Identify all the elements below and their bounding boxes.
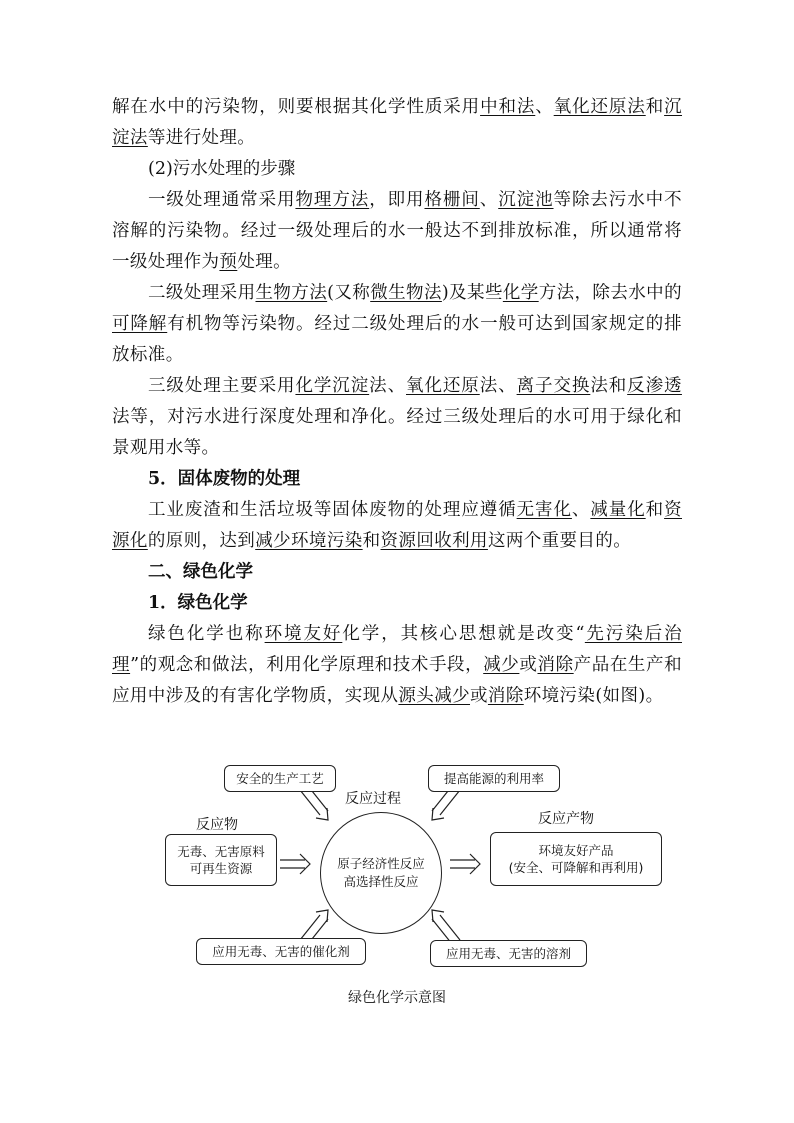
- reaction-line-1: 原子经济性反应: [337, 856, 425, 871]
- arrow-line: [440, 790, 460, 815]
- underlined-term: 中和法: [480, 97, 536, 117]
- text-run: 处理。: [237, 252, 292, 272]
- arrow-head: [470, 854, 480, 874]
- text-run: )及某些: [441, 283, 503, 303]
- text-run: 法、: [369, 376, 407, 396]
- arrow-head: [432, 808, 444, 820]
- paragraph-1: [112, 92, 682, 154]
- arrow-head: [300, 854, 310, 874]
- underlined-term: 减少环境污染: [255, 531, 363, 551]
- underlined-term: 资源化: [112, 500, 682, 551]
- heading-green-chemistry-section: 二、绿色化学: [148, 562, 253, 582]
- arrow-line: [300, 790, 320, 815]
- underlined-term: 消除: [487, 686, 524, 706]
- underlined-term: 格栅间: [424, 190, 480, 210]
- underlined-term: 沉淀法: [112, 97, 683, 148]
- underlined-term: 源头减少: [398, 686, 471, 706]
- box-products: [490, 832, 662, 886]
- box-reactants: [165, 834, 277, 886]
- underlined-term: 生物方法: [255, 283, 328, 303]
- green-chemistry-diagram: [160, 760, 670, 975]
- underlined-term: 减量化: [590, 500, 646, 520]
- text-run: 等进行处理。: [147, 128, 256, 148]
- text-run: 产品在生产和应用中涉及的有害化学物质，实现从: [112, 655, 682, 706]
- underlined-term: 资源回收利用: [380, 531, 488, 551]
- reaction-line-2: 高选择性反应: [343, 874, 419, 889]
- label-reaction-process: 反应过程: [345, 791, 401, 807]
- underlined-term: 无害化: [516, 500, 572, 520]
- text-run: 工业废渣和生活垃圾等固体废物的处理应遵循: [148, 500, 517, 520]
- underlined-term: 预: [219, 252, 238, 272]
- arrow-head: [316, 910, 328, 922]
- text-run: (又称: [327, 283, 371, 303]
- text-run: 这两个重要目的。: [487, 531, 632, 551]
- underlined-term: 氧化还原: [406, 376, 480, 396]
- text-run: 和: [362, 531, 381, 551]
- text-run: 绿色化学也称: [148, 624, 265, 644]
- products-line-1: 环境友好产品: [538, 843, 614, 858]
- underlined-term: 减少: [483, 655, 520, 675]
- paragraph-primary-treatment: [112, 185, 682, 278]
- arrow-head: [432, 910, 444, 922]
- underlined-term: 反渗透: [627, 376, 682, 396]
- text-run: 解在水中的污染物，则要根据其化学性质采用: [112, 97, 481, 117]
- reactants-line-2: 可再生资源: [189, 861, 253, 876]
- underlined-term: 物理方法: [295, 190, 370, 210]
- reactants-line-1: 无毒、无害原料: [177, 844, 265, 859]
- text-run: 和: [645, 97, 665, 117]
- diagram-caption: 绿色化学示意图: [348, 990, 446, 1006]
- underlined-term: 可降解: [112, 314, 168, 334]
- text-run: 化学，其核心思想就是改变“: [342, 624, 585, 644]
- underlined-term: 化学: [502, 283, 539, 303]
- paragraph-tertiary-treatment: [112, 371, 682, 464]
- text-run: 和: [645, 500, 665, 520]
- text-run: 一级处理通常采用: [148, 190, 296, 210]
- underlined-term: 微生物法: [370, 283, 442, 303]
- text-run: 等除去污水中不溶解的污染物。经过一级处理后的水一般达不到排放标准，所以通常将一级处理作为: [112, 190, 682, 272]
- products-line-2: (安全、可降解和再利用): [508, 860, 644, 875]
- paragraph-green-chemistry: [112, 619, 682, 712]
- text-run: 二级处理采用: [148, 283, 256, 303]
- text-run: 的原则，达到: [147, 531, 256, 551]
- text-run: 环境污染(如图)。: [523, 686, 664, 706]
- arrow-line: [300, 915, 320, 940]
- text-run: 或: [519, 655, 538, 675]
- text-run: 、: [479, 190, 499, 210]
- underlined-term: 先污染后治理: [112, 624, 682, 675]
- text-run: 三级处理主要采用: [148, 376, 296, 396]
- label-products: 反应产物: [538, 811, 594, 827]
- text-run: 法和: [590, 376, 628, 396]
- underlined-term: 离子交换: [516, 376, 591, 396]
- box-solvent: 应用无毒、无害的溶剂: [430, 940, 587, 967]
- arrow-line: [440, 915, 460, 940]
- text-run: 有机物等污染物。经过二级处理后的水一般可达到国家规定的排放标准。: [112, 314, 683, 365]
- subheading-sewage-steps: (2)污水处理的步骤: [148, 159, 296, 179]
- underlined-term: 环境友好: [264, 624, 343, 644]
- box-energy-efficiency: 提高能源的利用率: [428, 765, 560, 792]
- text-run: ，即用: [369, 190, 425, 210]
- text-run: 方法，除去水中的: [538, 283, 682, 303]
- paragraph-solid-waste: [112, 495, 682, 557]
- underlined-term: 氧化还原法: [553, 97, 646, 117]
- box-catalyst: 应用无毒、无害的催化剂: [196, 938, 366, 965]
- text-run: 法等，对污水进行深度处理和净化。经过三级处理后的水可用于绿化和景观用水等。: [112, 407, 682, 458]
- text-run: 或: [470, 686, 488, 706]
- heading-green-chemistry: 1．绿色化学: [148, 593, 248, 613]
- circle-reaction: [320, 812, 442, 934]
- paragraph-secondary-treatment: [112, 278, 682, 371]
- heading-solid-waste: 5．固体废物的处理: [148, 469, 301, 489]
- text-run: 、: [535, 97, 554, 117]
- arrow-head: [316, 808, 328, 820]
- label-reactants: 反应物: [196, 817, 238, 833]
- document-body: [112, 92, 682, 712]
- box-safe-process: 安全的生产工艺: [224, 765, 336, 792]
- text-run: ”的观念和做法，利用化学原理和技术手段，: [130, 655, 484, 675]
- underlined-term: 沉淀池: [498, 190, 554, 210]
- text-run: 法、: [479, 376, 517, 396]
- underlined-term: 化学沉淀: [295, 376, 370, 396]
- underlined-term: 消除: [537, 655, 574, 675]
- text-run: 、: [571, 500, 591, 520]
